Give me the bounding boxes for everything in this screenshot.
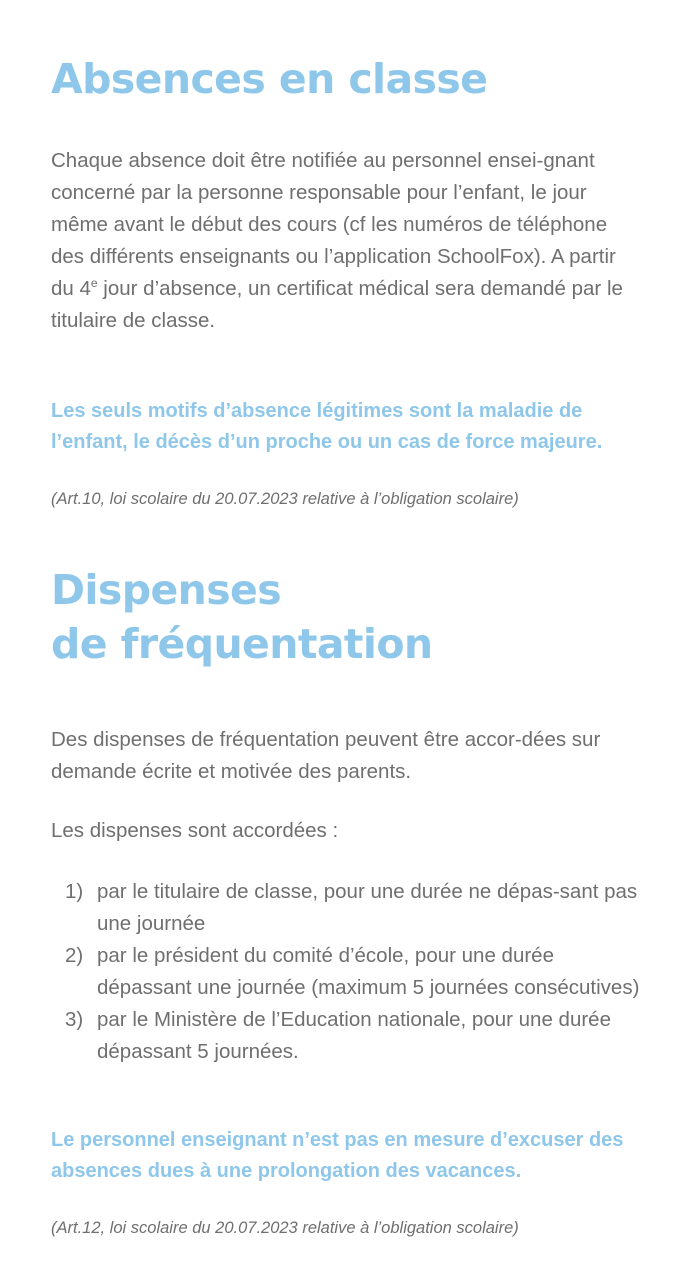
superscript-ordinal: e	[90, 276, 98, 291]
list-item-text: par le titulaire de classe, pour une durée ne dépas-sant pas une journée	[97, 880, 638, 935]
list-item-number: 3)	[65, 1008, 84, 1031]
list-item	[51, 940, 643, 1004]
paragraph-text-after-superscript: jour d’absence, un certificat médical sera demandé par le titulaire de classe.	[51, 277, 623, 332]
dispense-request-paragraph: Des dispenses de fréquentation peuvent être accor-dées sur demande écrite et motivée des parents.	[51, 728, 601, 783]
section-title-line2: de fréquentation	[51, 620, 433, 668]
list-item	[51, 1004, 643, 1068]
vacation-extension-highlight: Le personnel enseignant n’est pas en mesure d’excuser des absences dues à une prolongation des vacances.	[51, 1129, 624, 1182]
section-title-absences: Absences en classe	[51, 55, 488, 103]
absence-notification-paragraph	[51, 145, 643, 337]
list-item-number: 2)	[65, 944, 84, 967]
citation-art12: (Art.12, loi scolaire du 20.07.2023 relative à l’obligation scolaire)	[51, 1219, 519, 1237]
list-item-number: 1)	[65, 880, 84, 903]
citation-art10: (Art.10, loi scolaire du 20.07.2023 relative à l’obligation scolaire)	[51, 490, 519, 508]
dispense-authority-list	[51, 876, 643, 1068]
paragraph-text-before-superscript: Chaque absence doit être notifiée au personnel ensei-gnant concerné par la personne responsable pour l’enfant, le jour même avant le début des cours (cf les numéros de téléphone des différents enseignants ou l’application SchoolFox). A partir du 4	[51, 149, 616, 300]
dispense-granted-intro: Les dispenses sont accordées :	[51, 819, 339, 842]
list-item-text: par le Ministère de l’Education nationale, pour une durée dépassant 5 journées.	[97, 1008, 611, 1063]
list-item-text: par le président du comité d’école, pour une durée dépassant une journée (maximum 5 journées consécutives)	[97, 944, 640, 999]
section-title-line1: Dispenses	[51, 566, 282, 614]
section-title-dispenses	[51, 563, 433, 671]
list-item	[51, 876, 643, 940]
legitimate-absence-reasons-highlight: Les seuls motifs d’absence légitimes sont la maladie de l’enfant, le décès d’un proche ou un cas de force majeure.	[51, 400, 603, 453]
